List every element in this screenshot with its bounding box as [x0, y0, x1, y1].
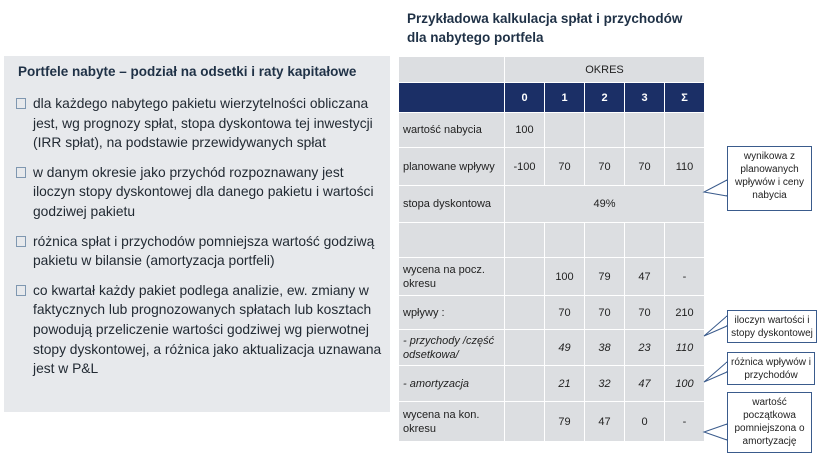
row-label: - przychody /część odsetkowa/ [399, 330, 505, 366]
row-label: - amortyzacja [399, 366, 505, 402]
table-cell [505, 402, 545, 442]
header-cell: Σ [665, 83, 705, 113]
bullet-item [16, 163, 384, 222]
header-cell: 2 [585, 83, 625, 113]
table-cell: 32 [585, 366, 625, 402]
header-cell: 3 [625, 83, 665, 113]
table-row-empty [399, 223, 705, 258]
callout-pointer-1 [704, 180, 727, 196]
table-title [407, 9, 682, 47]
callout-1: wynikowa z planowanych wpływów i ceny nabycia [727, 146, 812, 211]
bullet-box-icon [16, 236, 26, 247]
table-cell: 23 [625, 330, 665, 366]
bullet-box-icon [16, 167, 26, 178]
bullet-item [16, 281, 384, 379]
bullet-list [16, 94, 384, 389]
table-row [399, 186, 705, 223]
callout-pointer-2 [704, 316, 727, 336]
table-cell: 100 [665, 366, 705, 402]
header-cell: 1 [545, 83, 585, 113]
left-title: Portfele nabyte – podział na odsetki i raty kapitałowe [18, 64, 357, 79]
bullet-text: różnica spłat i przychodów pomniejsza wartość godziwą pakietu w bilansie (amortyzacja portfeli) [33, 233, 375, 269]
table-row [399, 258, 705, 296]
row-label: stopa dyskontowa [399, 186, 505, 223]
row-label: wpływy : [399, 296, 505, 330]
table-cell: 70 [585, 296, 625, 330]
table-cell: 100 [545, 258, 585, 296]
table-row [399, 366, 705, 402]
callout-4: wartość początkowa pomniejszona o amortyzację [727, 392, 812, 453]
bullet-item [16, 94, 384, 153]
table-cell [545, 113, 585, 148]
table-cell: 21 [545, 366, 585, 402]
callout-2: iloczyn wartości i stopy dyskontowej [727, 310, 817, 343]
table-cell: 70 [545, 148, 585, 186]
calculation-table [398, 56, 705, 442]
table-cell: 0 [625, 402, 665, 442]
table-cell: 47 [585, 402, 625, 442]
table-row [399, 113, 705, 148]
table-cell: 79 [545, 402, 585, 442]
table-cell: - [665, 402, 705, 442]
bullet-item [16, 232, 384, 271]
table-cell: 110 [665, 148, 705, 186]
table-cell [505, 258, 545, 296]
table-cell: 110 [665, 330, 705, 366]
table-cell: 49% [505, 186, 705, 223]
row-label: planowane wpływy [399, 148, 505, 186]
bullet-box-icon [16, 98, 26, 109]
table-cell: 79 [585, 258, 625, 296]
table-cell [505, 366, 545, 402]
header-cell: 0 [505, 83, 545, 113]
callout-pointer-4 [704, 424, 727, 440]
left-panel [4, 56, 390, 412]
table-cell: - [665, 258, 705, 296]
bullet-text: dla każdego nabytego pakietu wierzytelności obliczana jest, wg prognozy spłat, stopa dyskontowa tej inwestycji (IRR spłat), na podstawie przewidywanych spłat [33, 96, 373, 151]
table-cell [505, 330, 545, 366]
bullet-text: w danym okresie jako przychód rozpoznawany jest iloczyn stopy dyskontowej dla danego pakietu i wartości godziwej pakietu [33, 164, 374, 219]
table-row [399, 402, 705, 442]
table-row [399, 330, 705, 366]
callout-3: różnica wpływów i przychodów [727, 352, 815, 385]
table-cell: -100 [505, 148, 545, 186]
table-cell: 70 [545, 296, 585, 330]
header-row [399, 83, 705, 113]
okres-label: OKRES [505, 57, 705, 83]
table-cell [505, 296, 545, 330]
row-label: wycena na pocz. okresu [399, 258, 505, 296]
table-cell: 47 [625, 258, 665, 296]
bullet-text: co kwartał każdy pakiet podlega analizie, ew. zmiany w faktycznych lub prognozowanych spłatach lub kosztach powodują przeliczenie wartości godziwej wg pierwotnej stopy dyskontowej, a różnica jako aktualizacja uznawana jest w P&L [33, 282, 382, 377]
table-cell: 210 [665, 296, 705, 330]
table-cell: 70 [625, 148, 665, 186]
table-cell: 47 [625, 366, 665, 402]
okres-row [399, 57, 705, 83]
callout-pointer-3 [704, 362, 727, 382]
table-title-line1: Przykładowa kalkulacja spłat i przychodów [407, 11, 683, 26]
table-cell: 100 [505, 113, 545, 148]
table-cell: 38 [585, 330, 625, 366]
table-row [399, 296, 705, 330]
table-cell: 70 [625, 296, 665, 330]
table-cell [585, 113, 625, 148]
table-title-line2: dla nabytego portfela [407, 30, 544, 45]
table-cell [665, 113, 705, 148]
table-cell: 70 [585, 148, 625, 186]
bullet-box-icon [16, 285, 26, 296]
table-row [399, 148, 705, 186]
row-label: wycena na kon. okresu [399, 402, 505, 442]
table-cell [625, 113, 665, 148]
table-cell: 49 [545, 330, 585, 366]
row-label: wartość nabycia [399, 113, 505, 148]
